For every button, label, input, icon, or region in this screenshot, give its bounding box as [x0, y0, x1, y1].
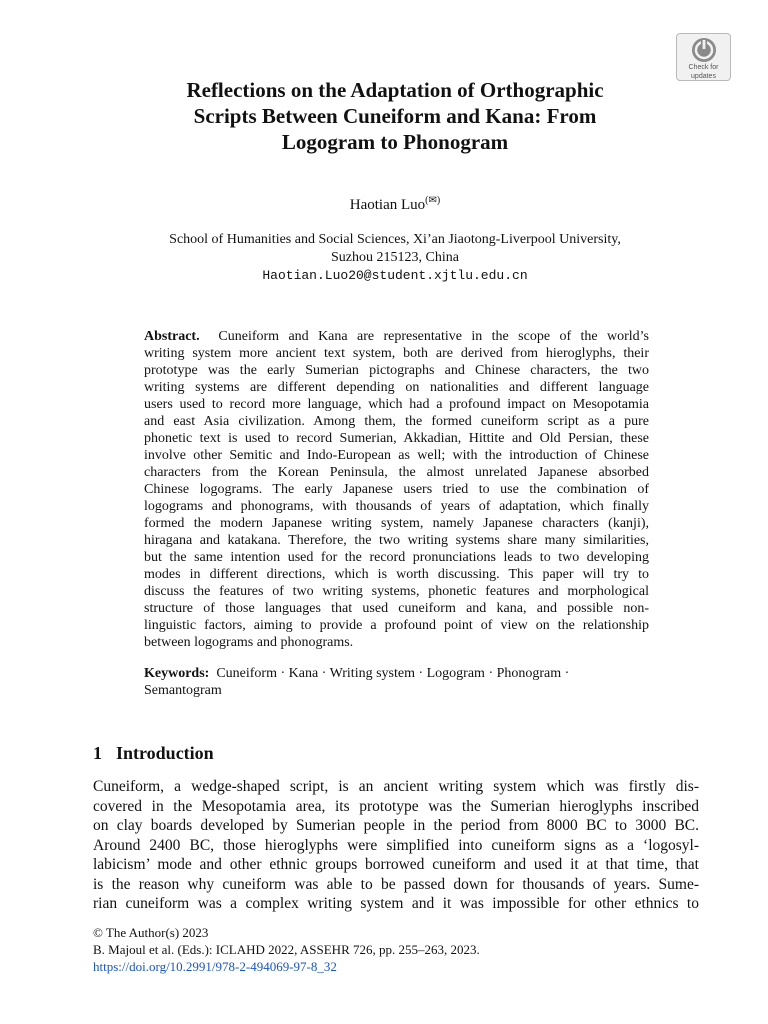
keywords-line: Keywords: Cuneiform · Kana · Writing system · Logogram · Phonogram ·	[144, 666, 570, 681]
body-line: rian cuneiform was a complex writing system and it was impossible for other ethnics to	[93, 895, 699, 912]
body-line: Cuneiform, a wedge-shaped script, is an ancient writing system which was firstly dis-	[93, 778, 699, 795]
title-line: Reflections on the Adaptation of Orthographic	[186, 78, 604, 102]
abstract-line: users used to record more language, which had a profound impact on Mesopotamia	[144, 397, 649, 412]
body-paragraph	[93, 777, 699, 914]
abstract-line: formed the modern Japanese writing system, namely Japanese characters (kanji),	[144, 516, 649, 531]
abstract-line: writing systems are different depending on nationalities and different language	[144, 380, 649, 395]
abstract-line: involve other Semitic and Indo-European as well; with the introduction of Chinese	[144, 448, 649, 463]
keywords	[144, 665, 649, 699]
abstract-line: modes in different directions, which is worth discussing. This paper will try to	[144, 567, 649, 582]
abstract-line: hiragana and katakana. Therefore, the two writing systems share many similarities,	[144, 533, 649, 548]
body-line: labicism’ mode and other ethnic groups borrowed cuneiform and used it at that time, that	[93, 856, 699, 873]
abstract-line: but the same intention used for the record pronunciations leads to two developing	[144, 550, 649, 565]
paper-title	[100, 77, 690, 155]
affiliation	[100, 231, 690, 285]
keywords-label: Keywords:	[144, 666, 210, 681]
check-for-updates-icon	[690, 37, 718, 63]
section-heading	[93, 743, 214, 764]
abstract-line: prototype was the early Sumerian pictographs and Chinese characters, the two	[144, 363, 649, 378]
copyright-notice: © The Author(s) 2023	[93, 925, 209, 940]
badge-label-line1: Check for	[688, 64, 719, 71]
check-for-updates-badge[interactable]	[676, 33, 731, 81]
abstract-line: linguistic factors, aiming to provide a profound point of view on the relationship	[144, 618, 649, 633]
keywords-line: Semantogram	[144, 683, 222, 698]
badge-label-line2: updates	[691, 73, 716, 80]
affiliation-line: Suzhou 215123, China	[331, 250, 459, 265]
citation: B. Majoul et al. (Eds.): ICLAHD 2022, ASSEHR 726, pp. 255–263, 2023.	[93, 942, 480, 957]
abstract-line: writing system more ancient text system, both are derived from hieroglyphs, their	[144, 346, 649, 361]
body-line: on clay boards developed by Sumerian people in the period from 8000 BC to 3000 BC.	[93, 817, 699, 834]
section-number: 1	[93, 743, 102, 763]
footer	[93, 924, 480, 975]
body-line: is the reason why cuneiform was able to be passed down for thousands of years. Sume-	[93, 875, 699, 893]
author-email[interactable]: Haotian.Luo20@student.xjtlu.edu.cn	[262, 268, 528, 283]
abstract-label: Abstract.	[144, 329, 200, 344]
body-line: Around 2400 BC, those hieroglyphs were simplified into cuneiform signs as a ‘logosyl-	[93, 836, 699, 854]
section-title: Introduction	[116, 743, 214, 763]
abstract-line: discuss the features of two writing systems, phonetic features and morphological	[144, 584, 649, 599]
author-name: Haotian Luo	[349, 197, 426, 213]
abstract	[144, 328, 649, 651]
abstract-line: Abstract. Cuneiform and Kana are representative in the scope of the world’s	[144, 329, 649, 344]
title-line: Scripts Between Cuneiform and Kana: From	[193, 104, 597, 128]
doi-link[interactable]: https://doi.org/10.2991/978-2-494069-97-8_32	[93, 959, 337, 974]
affiliation-line: School of Humanities and Social Sciences, Xi’an Jiaotong-Liverpool University,	[169, 232, 621, 247]
abstract-line: phonetic text is used to record Sumerian, Akkadian, Hittite and Old Persian, these	[144, 431, 649, 446]
body-line: covered in the Mesopotamia area, its prototype was the Sumerian hieroglyphs inscribed	[93, 797, 699, 815]
corresponding-author-mark[interactable]: (✉)	[425, 195, 441, 206]
abstract-line: logograms and phonograms, with thousands of years of adaptation, which finally	[144, 499, 649, 514]
abstract-line: between logograms and phonograms.	[144, 635, 354, 650]
abstract-line: characters from the Korean Peninsula, the almost unrelated Japanese absorbed	[144, 465, 649, 480]
author-line	[0, 195, 768, 214]
title-line: Logogram to Phonogram	[281, 130, 509, 154]
abstract-line: structure of those languages that used cuneiform and kana, and possible non-	[144, 601, 649, 616]
abstract-line: and east Asia civilization. Among them, the formed cuneiform script as a pure	[144, 414, 649, 429]
abstract-line: Chinese logograms. The early Japanese users tried to use the combination of	[144, 482, 649, 497]
